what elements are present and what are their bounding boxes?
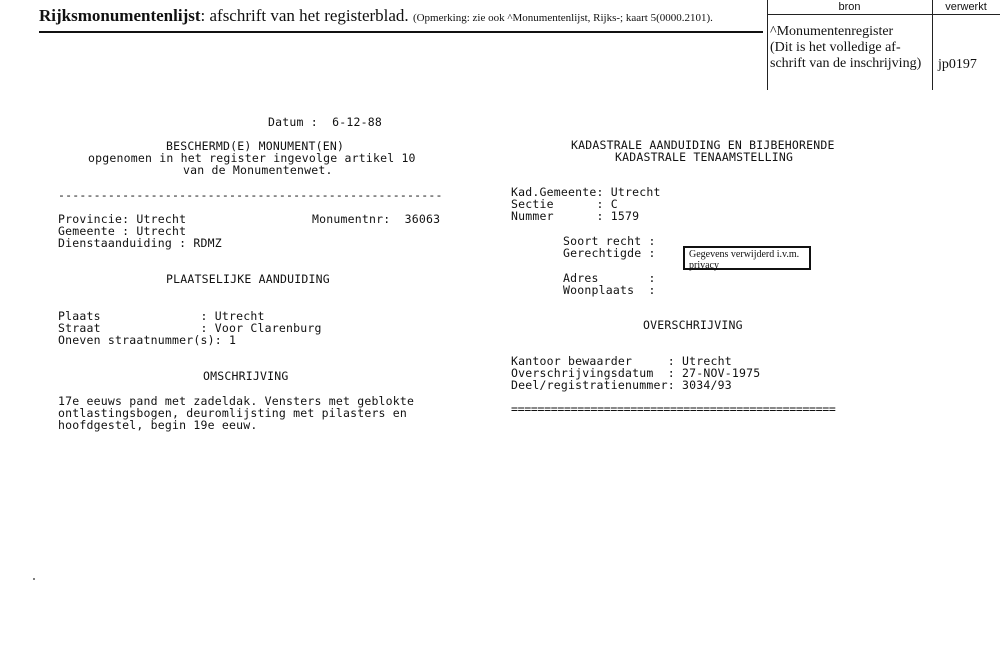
stamp-source (770, 24, 921, 72)
privacy-redaction-box: Gegevens verwijderd i.v.m. privacy (683, 246, 811, 270)
monument-subheading: opgenomen in het register ingevolge artikel 10 (88, 151, 416, 165)
right-equals-rule: ================================================= (511, 402, 836, 416)
kantoor-line: Kantoor bewaarder : Utrecht (511, 354, 732, 368)
stamp-bron-header: bron (838, 1, 861, 13)
omschrijving-line3: hoofdgestel, begin 19e eeuw. (58, 418, 258, 432)
sectie-line: Sectie : C (511, 197, 618, 211)
gerechtigde-line: Gerechtigde : (563, 246, 656, 260)
adres-line: Adres : (563, 271, 656, 285)
left-dashed-rule: ------------------------------------------------------ (58, 188, 443, 202)
title-bold: Rijksmonumentenlijst (39, 6, 201, 25)
monument-heading: BESCHERMD(E) MONUMENT(EN) (166, 139, 345, 153)
stamp-verwerkt-header: verwerkt (945, 1, 987, 13)
nummer-line: Nummer : 1579 (511, 209, 640, 223)
kadastrale-heading: KADASTRALE AANDUIDING EN BIJBEHORENDE (571, 138, 835, 152)
woonplaats-line: Woonplaats : (563, 283, 656, 297)
stamp-source-line3: schrift van de inschrijving) (770, 56, 922, 71)
plaatselijke-heading: PLAATSELIJKE AANDUIDING (166, 272, 330, 286)
monument-subheading-2: van de Monumentenwet. (183, 163, 333, 177)
omschrijving-heading: OMSCHRIJVING (203, 369, 289, 383)
header-rule (39, 31, 763, 33)
soort-recht-line: Soort recht : (563, 234, 656, 248)
oneven-line: Oneven straatnummer(s): 1 (58, 333, 237, 347)
date-line: Datum : 6-12-88 (268, 115, 382, 129)
omschrijving-line2: ontlastingsbogen, deuromlijsting met pilasters en (58, 406, 408, 420)
omschrijving-line1: 17e eeuws pand met zadeldak. Vensters met geblokte (58, 394, 415, 408)
stamp-source-line2: (Dit is het volledige af- (770, 40, 901, 55)
overschrijvingsdatum-line: Overschrijvingsdatum : 27-NOV-1975 (511, 366, 761, 380)
stamp-header-rule (767, 14, 1000, 15)
stamp-processed-code: jp0197 (938, 57, 977, 72)
plaats-line: Plaats : Utrecht (58, 309, 265, 323)
monumentnr-line: Monumentnr: 36063 (312, 212, 441, 226)
document-title (39, 6, 713, 26)
scan-speck (33, 578, 35, 580)
overschrijving-heading: OVERSCHRIJVING (643, 318, 743, 332)
deel-line: Deel/registratienummer: 3034/93 (511, 378, 732, 392)
provincie-line: Provincie: Utrecht (58, 212, 187, 226)
gemeente-line: Gemeente : Utrecht (58, 224, 187, 238)
dienstaanduiding-line: Dienstaanduiding : RDMZ (58, 236, 222, 250)
stamp-source-line1: ^Monumentenregister (770, 24, 894, 39)
kad-gemeente-line: Kad.Gemeente: Utrecht (511, 185, 661, 199)
straat-line: Straat : Voor Clarenburg (58, 321, 322, 335)
kadastrale-subheading: KADASTRALE TENAAMSTELLING (615, 150, 794, 164)
title-rest: : afschrift van het registerblad. (200, 6, 409, 25)
title-note: (Opmerking: zie ook ^Monumentenlijst, Rijks-; kaart 5(0000.2101). (412, 12, 713, 24)
